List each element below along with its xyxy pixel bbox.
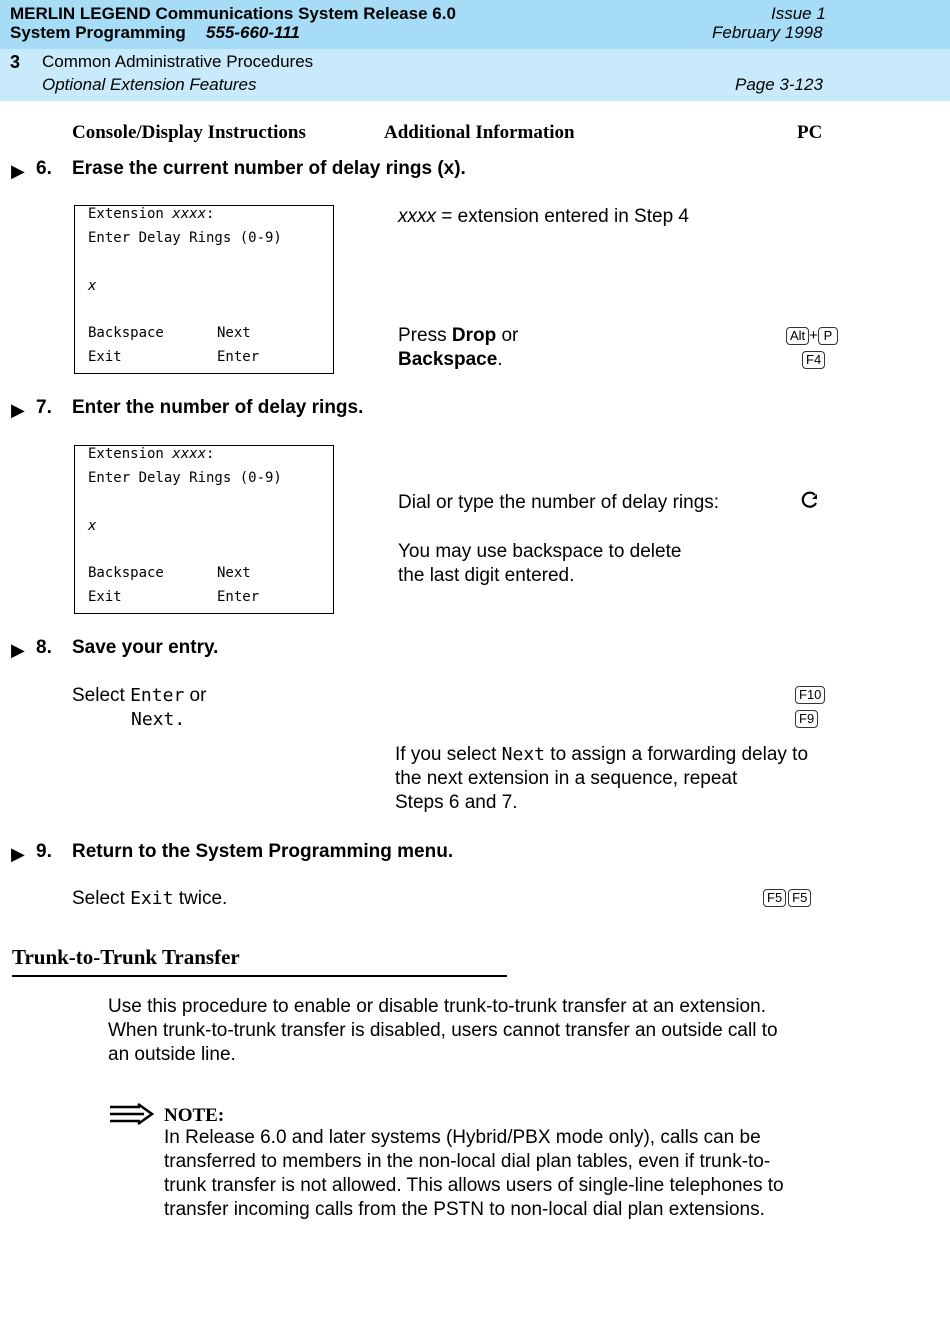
screen-backspace-button[interactable]: Backspace xyxy=(88,325,164,341)
step-arrow-icon: ▶ xyxy=(11,161,25,181)
screen-exit-button[interactable]: Exit xyxy=(88,349,122,365)
screen-next-button[interactable]: Next xyxy=(217,325,251,341)
screen-next-button[interactable]: Next xyxy=(217,565,251,581)
section-title: Optional Extension Features xyxy=(42,75,257,94)
section-rule xyxy=(12,975,507,977)
page-number: Page 3-123 xyxy=(735,75,823,94)
info-backspace-note-1: You may use backspace to delete xyxy=(398,541,682,562)
pc-key-f10: F10 xyxy=(795,686,825,704)
screen-exit-button[interactable]: Exit xyxy=(88,589,122,605)
info-next-note-2: the next extension in a sequence, repeat xyxy=(395,768,738,789)
select-next-instruction: Next. xyxy=(131,709,186,730)
info-press-drop: Press Drop or xyxy=(398,325,519,346)
info-backspace-note-2: the last digit entered. xyxy=(398,565,575,586)
section-heading: Trunk-to-Trunk Transfer xyxy=(12,945,240,969)
note-pointer-icon xyxy=(108,1103,154,1125)
doc-number: 555-660-111 xyxy=(206,23,300,42)
display-screen xyxy=(74,205,334,374)
note-line-1: In Release 6.0 and later systems (Hybrid/PBX mode only), calls can be xyxy=(164,1127,761,1148)
chapter-number: 3 xyxy=(10,52,21,72)
screen-enter-button[interactable]: Enter xyxy=(217,589,260,605)
key-f5: F5 xyxy=(788,889,811,907)
info-next-note-3: Steps 6 and 7. xyxy=(395,792,518,813)
pc-key-f4: F4 xyxy=(802,351,825,369)
step-title: Return to the System Programming menu. xyxy=(72,841,454,862)
chapter-title: Common Administrative Procedures xyxy=(42,52,314,71)
key-f5: F5 xyxy=(763,889,786,907)
display-screen xyxy=(74,445,334,614)
key-p: P xyxy=(818,327,838,345)
screen-backspace-button[interactable]: Backspace xyxy=(88,565,164,581)
section-paragraph-line-2: When trunk-to-trunk transfer is disabled, users cannot transfer an outside call to xyxy=(108,1020,778,1041)
key-plus: + xyxy=(809,327,818,344)
note-line-3: trunk transfer is not allowed. This allows users of single-line telephones to xyxy=(164,1175,784,1196)
info-backspace: Backspace. xyxy=(398,349,503,370)
column-heading-info: Additional Information xyxy=(384,122,575,143)
issue-label: Issue 1 xyxy=(771,4,826,23)
pc-key-f5-f5 xyxy=(763,889,811,907)
pc-key-alt-p xyxy=(786,327,838,345)
step-title: Erase the current number of delay rings (x). xyxy=(72,158,466,179)
subtitle-label: System Programming xyxy=(10,23,186,42)
section-paragraph-line-3: an outside line. xyxy=(108,1044,236,1065)
column-heading-instructions: Console/Display Instructions xyxy=(72,122,306,143)
dial-pad-icon xyxy=(800,490,820,510)
screen-enter-button[interactable]: Enter xyxy=(217,349,260,365)
step-title: Save your entry. xyxy=(72,637,219,658)
step-number: 8. xyxy=(36,637,52,658)
step-title: Enter the number of delay rings. xyxy=(72,397,364,418)
step-arrow-icon: ▶ xyxy=(11,640,25,660)
select-enter-instruction: Select Enter or xyxy=(72,685,207,706)
step-number: 9. xyxy=(36,841,52,862)
screen-value: x xyxy=(88,278,97,294)
screen-value: x xyxy=(88,518,97,534)
info-extension-note: xxxx = extension entered in Step 4 xyxy=(398,206,689,227)
screen-line-prompt: Enter Delay Rings (0-9) xyxy=(88,230,282,246)
screen-line-prompt: Enter Delay Rings (0-9) xyxy=(88,470,282,486)
info-dial-note: Dial or type the number of delay rings: xyxy=(398,492,720,513)
step-arrow-icon: ▶ xyxy=(11,844,25,864)
step-arrow-icon: ▶ xyxy=(11,400,25,420)
step-number: 6. xyxy=(36,158,52,179)
screen-line-extension: Extension xxxx: xyxy=(88,446,215,462)
document-title: MERLIN LEGEND Communications System Release 6.0 xyxy=(10,4,456,23)
note-label: NOTE: xyxy=(164,1105,225,1126)
step-number: 7. xyxy=(36,397,52,418)
pc-key-f9: F9 xyxy=(795,710,818,728)
key-alt: Alt xyxy=(786,327,809,345)
note-line-2: transferred to members in the non-local dial plan tables, even if trunk-to- xyxy=(164,1151,771,1172)
note-line-4: transfer incoming calls from the PSTN to non-local dial plan extensions. xyxy=(164,1199,765,1220)
section-paragraph-line-1: Use this procedure to enable or disable trunk-to-trunk transfer at an extension. xyxy=(108,996,766,1017)
screen-line-extension: Extension xxxx: xyxy=(88,206,215,222)
column-heading-pc: PC xyxy=(797,122,823,143)
date-label: February 1998 xyxy=(712,23,823,42)
info-next-note-1: If you select Next to assign a forwarding delay to xyxy=(395,744,809,765)
select-exit-instruction: Select Exit twice. xyxy=(72,888,228,909)
